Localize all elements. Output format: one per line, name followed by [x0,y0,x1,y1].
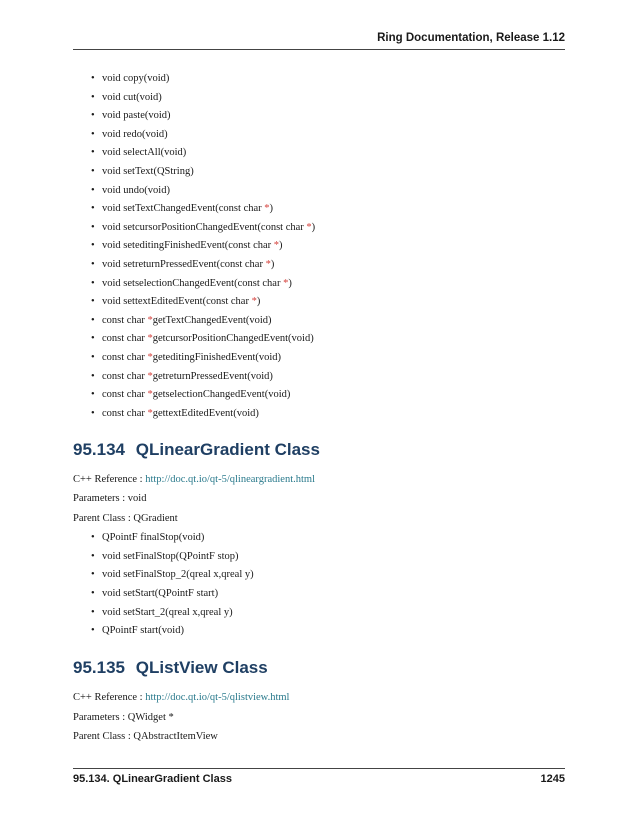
section-number: 95.135 [73,658,125,678]
list-item [92,109,565,122]
list-item: • void setStart_2(qreal x,qreal y) [92,606,565,619]
pointer-asterisk: * [147,370,153,382]
running-title: Ring Documentation, Release 1.12 [377,32,565,44]
item-text: const char [102,389,148,401]
item-text: void undo(void) [102,184,170,196]
pointer-asterisk: * [147,407,153,419]
item-text: ) [269,203,274,215]
parent-class-line: Parent Class : QGradient [73,512,178,524]
list-item [92,295,565,308]
pointer-asterisk: * [265,258,271,270]
cpp-reference-label: C++ Reference : [73,473,146,485]
item-text: void setTextChangedEvent(const char [102,203,265,215]
list-item [92,221,565,234]
item-text: void setText(QString) [102,165,194,177]
footer-section-title: 95.134. QLinearGradient Class [73,773,232,785]
list-item [92,407,565,420]
item-text: void setselectionChangedEvent(const char [102,277,284,289]
item-text: const char [102,407,148,419]
item-text: getTextChangedEvent(void) [152,314,272,326]
method-list-qlineedit [73,72,565,420]
section-number: 95.134 [73,439,125,459]
list-item [92,332,565,345]
list-item: • QPointF start(void) [92,624,565,637]
pointer-asterisk: * [147,351,153,363]
list-item [92,91,565,104]
pointer-asterisk: * [251,296,257,308]
parameters-line: Parameters : QWidget * [73,711,174,723]
pointer-asterisk: * [273,240,280,252]
list-item: • void setStart(QPointF start) [92,587,565,600]
item-text: getselectionChangedEvent(void) [152,389,291,401]
pointer-asterisk: * [264,203,270,215]
list-item [92,239,565,252]
section-title-text: QLinearGradient Class [135,439,320,459]
parameters-line: Parameters : void [73,493,147,505]
item-text: const char [102,314,148,326]
list-item [92,72,565,85]
pointer-asterisk: * [147,389,153,401]
item-text: geteditingFinishedEvent(void) [152,351,282,363]
item-text: void redo(void) [102,128,168,140]
pointer-asterisk: * [147,333,153,345]
list-item [92,277,565,290]
method-list-qlineargradient [73,531,565,637]
item-text: ) [311,221,316,233]
list-item [92,146,565,159]
item-text: ) [256,296,261,308]
item-text: getcursorPositionChangedEvent(void) [152,333,314,345]
pointer-asterisk: * [147,314,153,326]
item-text: void settextEditedEvent(const char [102,296,252,308]
item-text: void copy(void) [102,73,170,84]
list-item [92,314,565,327]
list-item: • void setFinalStop_2(qreal x,qreal y) [92,568,565,581]
list-item [92,184,565,197]
cpp-reference [73,473,565,486]
item-text: const char [102,351,148,363]
item-text: void setcursorPositionChangedEvent(const char [102,221,307,233]
section-title-text: QListView Class [135,658,268,678]
item-text: ) [279,240,283,252]
list-item: • void setFinalStop(QPointF stop) [92,550,565,563]
page-header [73,30,565,50]
item-text: const char [102,333,148,345]
item-text: getreturnPressedEvent(void) [152,370,273,382]
parent-class-line: Parent Class : QAbstractItemView [73,731,218,743]
list-item: • QPointF finalStop(void) [92,531,565,544]
item-text: void paste(void) [102,110,171,122]
list-item [92,202,565,215]
section-heading-qlineargradient [73,439,565,461]
section-heading-qlistview [73,657,565,679]
pointer-asterisk: * [283,277,289,289]
cpp-reference-link[interactable]: http://doc.qt.io/qt-5/qlineargradient.html [145,473,316,485]
item-text: ) [270,258,275,270]
item-text: gettextEditedEvent(void) [152,407,259,419]
page-footer [73,768,565,786]
item-text: const char [102,370,148,382]
pointer-asterisk: * [306,221,312,233]
list-item [92,165,565,178]
page-content [73,72,565,750]
cpp-reference-link[interactable]: http://doc.qt.io/qt-5/qlistview.html [145,692,290,704]
item-text: void setreturnPressedEvent(const char [102,258,266,270]
item-text: void seteditingFinishedEvent(const char [102,240,274,252]
cpp-reference-label: C++ Reference : [73,692,146,704]
item-text: void cut(void) [102,91,162,103]
list-item [92,258,565,271]
list-item [92,128,565,141]
list-item [92,370,565,383]
item-text: void selectAll(void) [102,147,187,159]
cpp-reference [73,691,565,704]
page-number: 1245 [540,773,565,785]
item-text: ) [288,277,292,289]
list-item [92,351,565,364]
list-item [92,388,565,401]
